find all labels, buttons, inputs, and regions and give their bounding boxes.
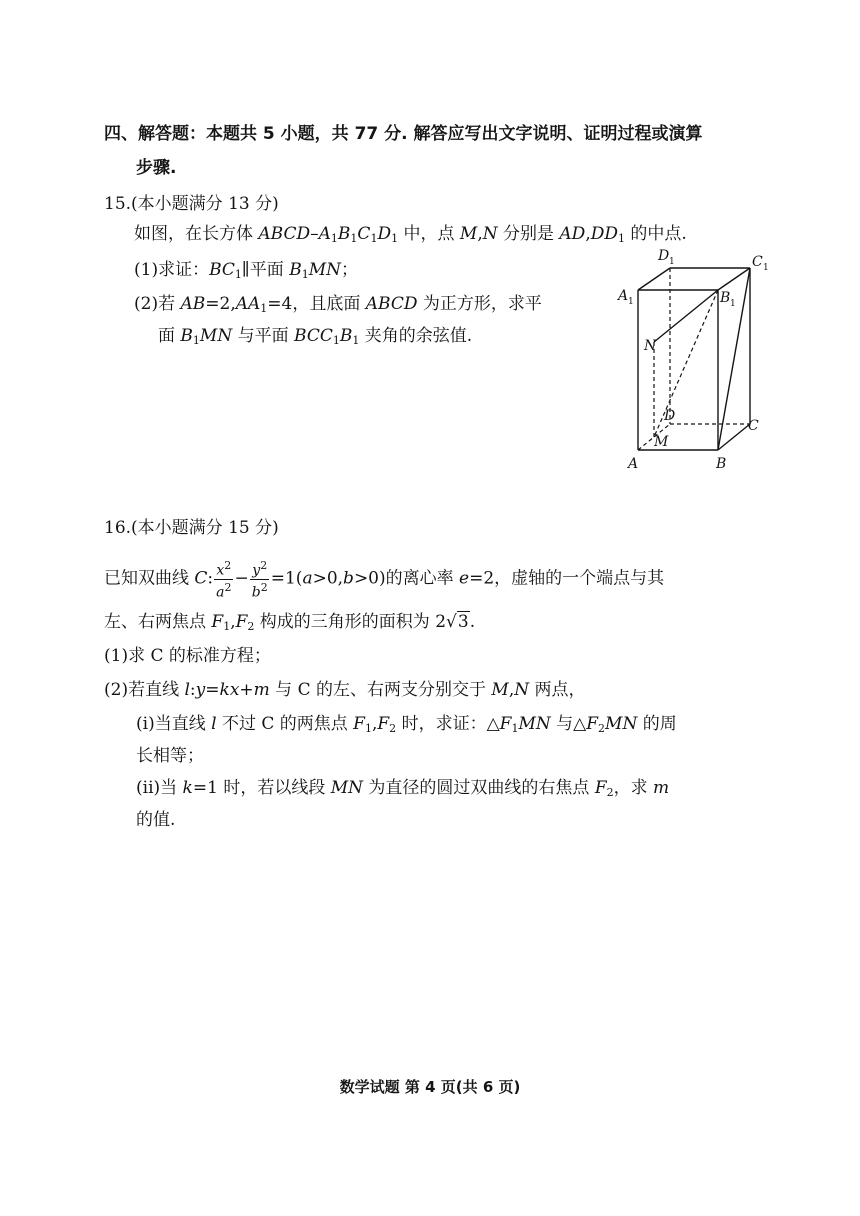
svg-text:1: 1 [763,263,769,273]
q16-number: 16. [104,518,132,538]
label-d1: D [658,248,670,264]
q15-number: 15. [104,194,132,214]
q16-part2-ii: (ii)当 k=1 时，若以线段 MN 为直径的圆过双曲线的右焦点 $F_2$，求 m [136,778,670,799]
q16-part2: (2)若直线 l:y=kx+m 与 C 的左、右两支分别交于 M,N 两点， [104,680,586,700]
section-header: 四、解答题：本题共 5 小题，共 77 分. 解答应写出文字说明、证明过程或演算 [104,124,703,144]
label-b: B [716,456,727,472]
q16-line1: 已知双曲线 C: $\frac{x^2}{a^2}$ − $\frac{y^2}{b^2}$ =1(a>0,b>0)的离心率 e=2，虚轴的一个端点与其 [104,559,665,601]
page-footer: 数学试题 第 4 页(共 6 页) [339,1078,521,1096]
q15-part1: (1)求证：$BC_1\parallel$平面 $B_1MN$； [134,260,358,281]
segment-b1n [654,290,718,342]
svg-text:1: 1 [628,297,634,307]
q16-points: (本小题满分 15 分) [131,518,279,538]
q16-part1: (1)求 C 的标准方程； [104,646,271,666]
q15-part2: (2)若 $AB=2,AA_1=4$，且底面 ABCD 为正方形，求平 [134,294,542,315]
q15-intro: 如图，在长方体 ABCD–$A_1B_1C_1D_1$ 中，点 M,N 分别是 $AD,DD_1$ 的中点. [134,224,687,245]
q15-points: (本小题满分 13 分) [131,194,279,214]
section-header-cont: 步骤. [136,158,177,178]
label-a: A [628,456,639,472]
q15-part2-cont: 面 $B_1MN$ 与平面 $BCC_1B_1$ 夹角的余弦值. [158,326,473,347]
edge-bc [718,424,750,450]
q16-line2: 左、右两焦点 $F_1,F_2$ 构成的三角形的面积为 2√3. [104,612,476,633]
q16-part2-i: (i)当直线 l 不过 C 的两焦点 $F_1,F_2$ 时，求证：$\triangle F_1MN$ 与$\triangle F_2MN$ 的周 [136,714,677,735]
edge-b1c1 [718,268,750,290]
label-b1: B [720,290,731,306]
label-c1: C [752,254,763,270]
cuboid-figure [612,238,782,478]
label-d: D [664,408,676,424]
label-n: N [644,338,657,354]
q15-heading [104,192,279,216]
svg-text:1: 1 [730,299,736,309]
q16-part2-i-cont: 长相等； [136,746,204,766]
edge-d1a1 [638,268,670,290]
q16-heading [104,516,279,540]
svg-text:1: 1 [669,257,675,267]
q16-part2-ii-cont: 的值. [136,810,176,830]
label-a1: A [618,288,629,304]
label-c: C [748,418,759,434]
label-m: M [654,434,669,450]
